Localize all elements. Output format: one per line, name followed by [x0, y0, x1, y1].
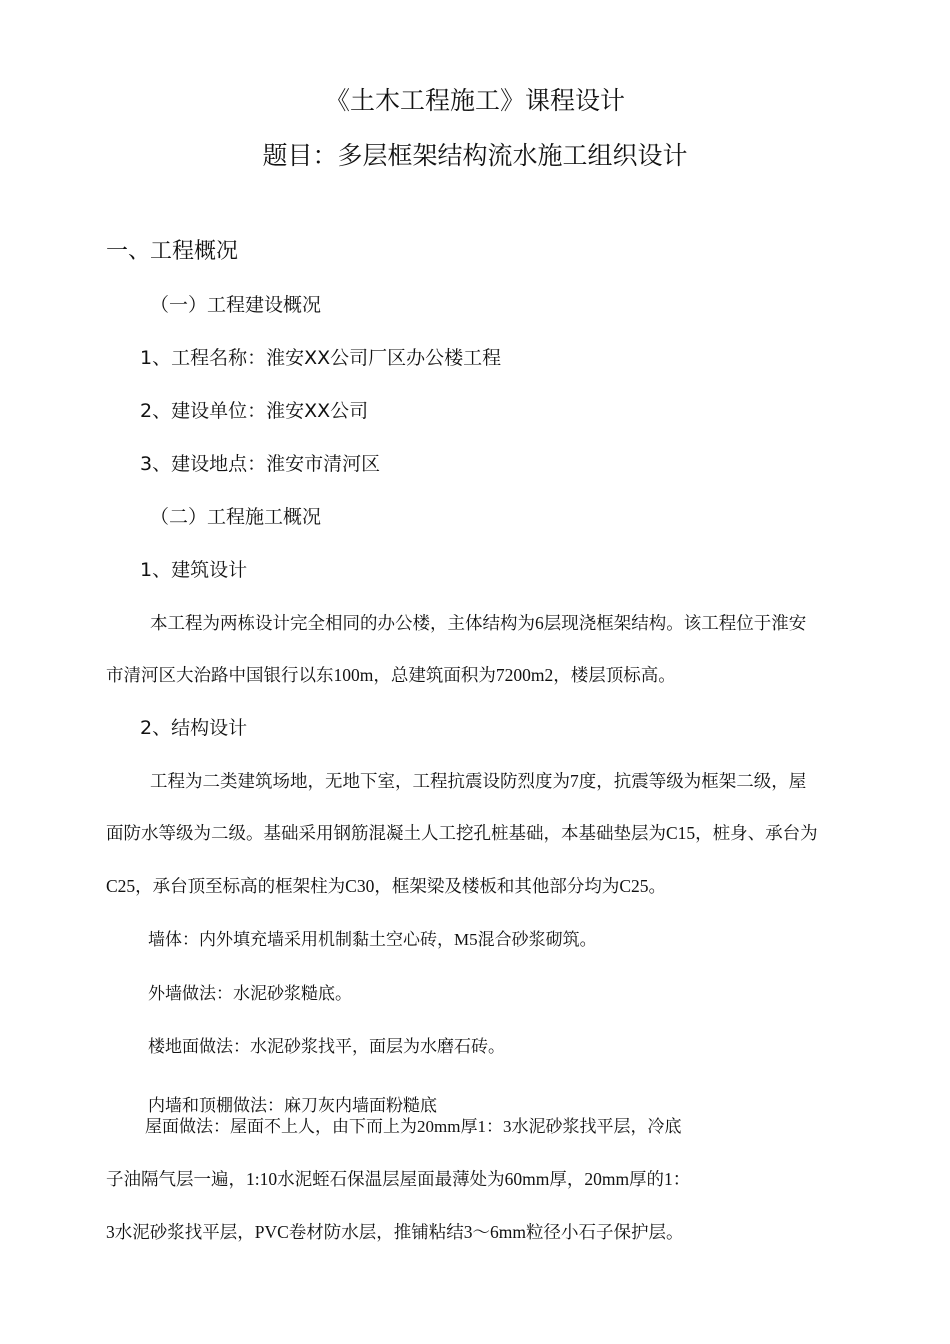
architecture-paragraph-line: 市清河区大治路中国银行以东100m，总建筑面积为7200m2，楼层顶标高。 [106, 665, 676, 685]
construction-unit: 2、建设单位：淮安XX公司 [140, 400, 369, 422]
architecture-design-heading: 1、建筑设计 [140, 559, 248, 581]
structure-paragraph-line: C25，承台顶至标高的框架柱为C30，框架梁及楼板和其他部分均为C25。 [106, 876, 667, 896]
project-name: 1、工程名称：淮安XX公司厂区办公楼工程 [140, 347, 502, 369]
architecture-paragraph-line: 本工程为两栋设计完全相同的办公楼，主体结构为6层现浇框架结构。该工程位于淮安 [150, 613, 807, 633]
inner-wall-spec: 内墙和顶棚做法：麻刀灰内墙面粉糙底 [148, 1096, 437, 1115]
construction-site: 3、建设地点：淮安市清河区 [140, 453, 381, 475]
roof-spec-line: 3水泥砂浆找平层，PVC卷材防水层，推铺粘结3〜6mm粒径小石子保护层。 [106, 1222, 684, 1242]
structure-paragraph-line: 工程为二类建筑场地，无地下室，工程抗震设防烈度为7度，抗震等级为框架二级，屋 [150, 771, 807, 791]
roof-spec-line: 子油隔气层一遍，1:10水泥蛭石保温层屋面最薄处为60mm厚，20mm厚的1： [106, 1169, 691, 1189]
doc-subtitle: 题目：多层框架结构流水施工组织设计 [262, 141, 688, 170]
roof-spec-line: 屋面做法：屋面不上人，由下而上为20mm厚1：3水泥砂浆找平层，冷底 [145, 1117, 682, 1136]
subsection-heading-construction: （一）工程建设概况 [150, 294, 322, 316]
structure-design-heading: 2、结构设计 [140, 717, 248, 739]
section-heading-overview: 一、工程概况 [106, 239, 239, 264]
subsection-heading-execution: （二）工程施工概况 [150, 506, 322, 528]
doc-title: 《土木工程施工》课程设计 [324, 86, 625, 115]
floor-spec: 楼地面做法：水泥砂浆找平，面层为水磨石砖。 [148, 1037, 505, 1056]
outer-wall-spec: 外墙做法：水泥砂浆糙底。 [148, 984, 352, 1003]
structure-paragraph-line: 面防水等级为二级。基础采用钢筋混凝土人工挖孔桩基础，本基础垫层为C15，桩身、承台为 [106, 823, 818, 843]
wall-spec: 墙体：内外填充墙采用机制黏土空心砖，M5混合砂浆砌筑。 [148, 930, 597, 949]
